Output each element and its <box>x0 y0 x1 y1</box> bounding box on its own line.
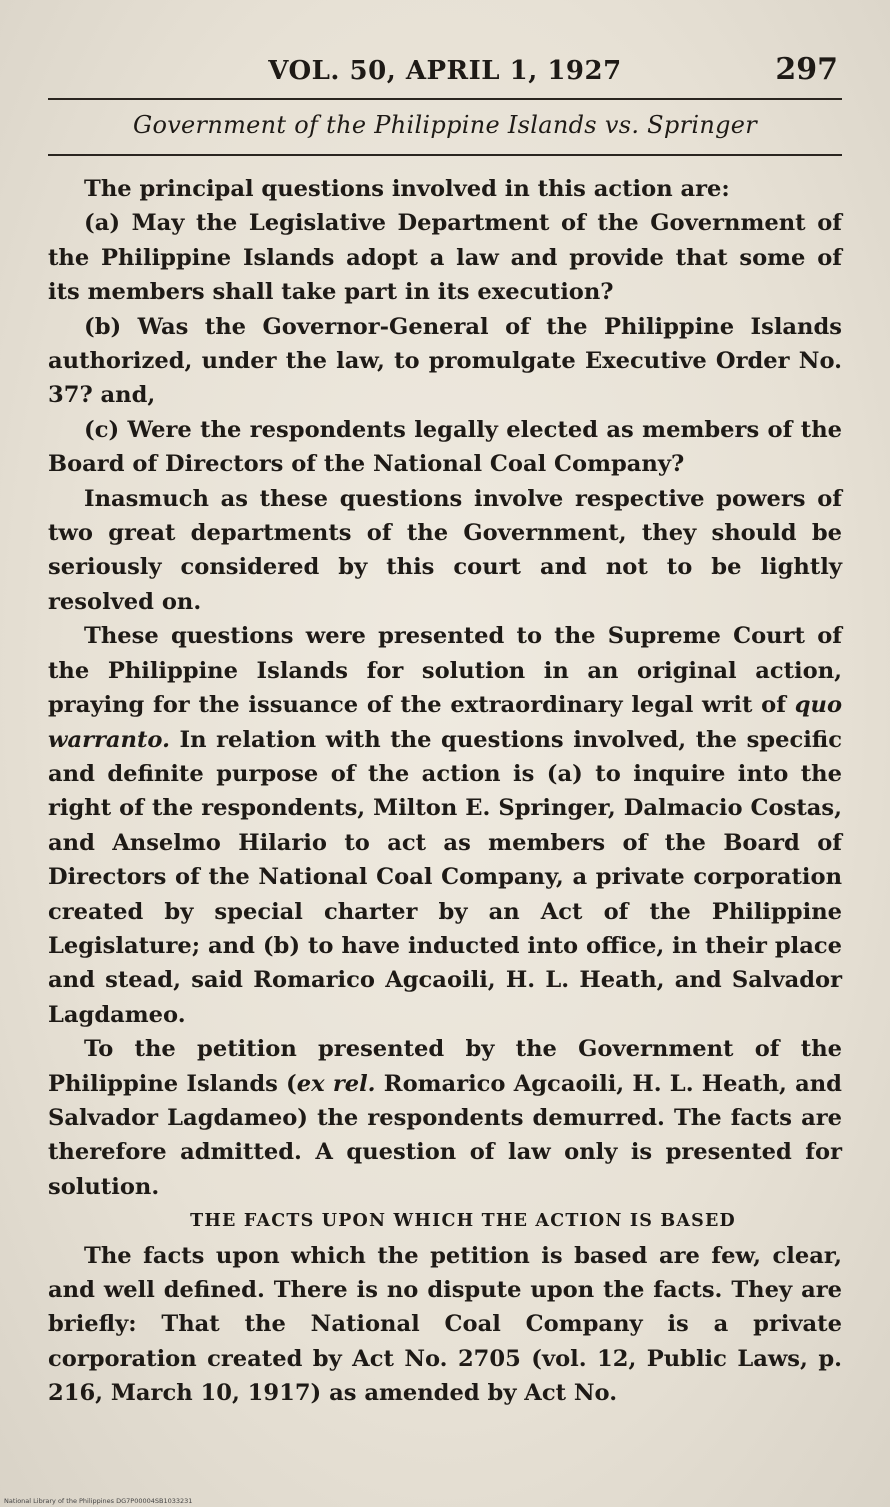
paragraph-question-b: (b) Was the Governor-General of the Philippine Islands authorized, under the law, to promulgate Executive Order No. 37? and, <box>48 313 842 409</box>
paragraph-presented-part1: These questions were presented to the Supreme Court of the Philippine Islands for solution in an original action, praying for the issuance of the extraordinary legal writ of <box>48 623 842 719</box>
header-rule-bottom <box>48 154 842 156</box>
paragraph-facts: The facts upon which the petition is based are few, clear, and well defined. There is no dispute upon the facts. They are briefly: That the National Coal Company is a private corporation created by Act No. 2705 (vol. 12, Public Laws, p. 216, March 10, 1917) as amended by Act No. <box>48 1242 842 1407</box>
paragraph-question-c: (c) Were the respondents legally elected as members of the Board of Directors of the National Coal Company? <box>48 416 842 478</box>
section-heading: THE FACTS UPON WHICH THE ACTION IS BASED <box>190 1211 736 1232</box>
body-text <box>48 172 842 1411</box>
scan-credit: National Library of the Philippines DG7P00004SB1033231 <box>4 1497 193 1505</box>
running-head: VOL. 50, APRIL 1, 1927 <box>268 56 622 86</box>
header-rule-top <box>48 98 842 100</box>
paragraph-presented-part2: In relation with the questions involved, the specific and definite purpose of the action is (a) to inquire into the right of the respondents, Milton E. Springer, Dalmacio Costas, and Anselmo Hilario to act as members of the Board of Directors of the National Coal Company, a private corporation created by special charter by an Act of the Philippine Legislature; and (b) to have inducted into office, in their place and stead, said Romarico Agcaoili, H. L. Heath, and Salvador Lagdameo. <box>48 726 842 1028</box>
ex-rel-term: ex rel. <box>296 1070 376 1097</box>
page-number: 297 <box>775 52 838 87</box>
paragraph-petition-part1: To the petition presented by the Government of the Philippine Islands ( <box>48 1036 842 1097</box>
paragraph-inasmuch: Inasmuch as these questions involve respective powers of two great departments of the Government, they should be seriously considered by this court and not to be lightly resolved on. <box>48 485 842 615</box>
paragraph-presented <box>48 619 842 1032</box>
paragraph-question-a: (a) May the Legislative Department of the Government of the Philippine Islands adopt a law and provide that some of its members shall take part in its execution? <box>48 210 842 306</box>
paragraph-petition <box>48 1032 842 1204</box>
paragraph-petition-part2: Romarico Agcaoili, H. L. Heath, and Salvador Lagdameo) the respondents demurred. The facts are therefore admitted. A question of law only is presented for solution. <box>48 1070 842 1200</box>
case-title: Government of the Philippine Islands vs. Springer <box>132 111 758 139</box>
quo-warranto-term: quo warranto. <box>48 692 843 753</box>
paragraph-intro: The principal questions involved in this action are: <box>84 176 730 202</box>
page-header <box>48 52 842 92</box>
